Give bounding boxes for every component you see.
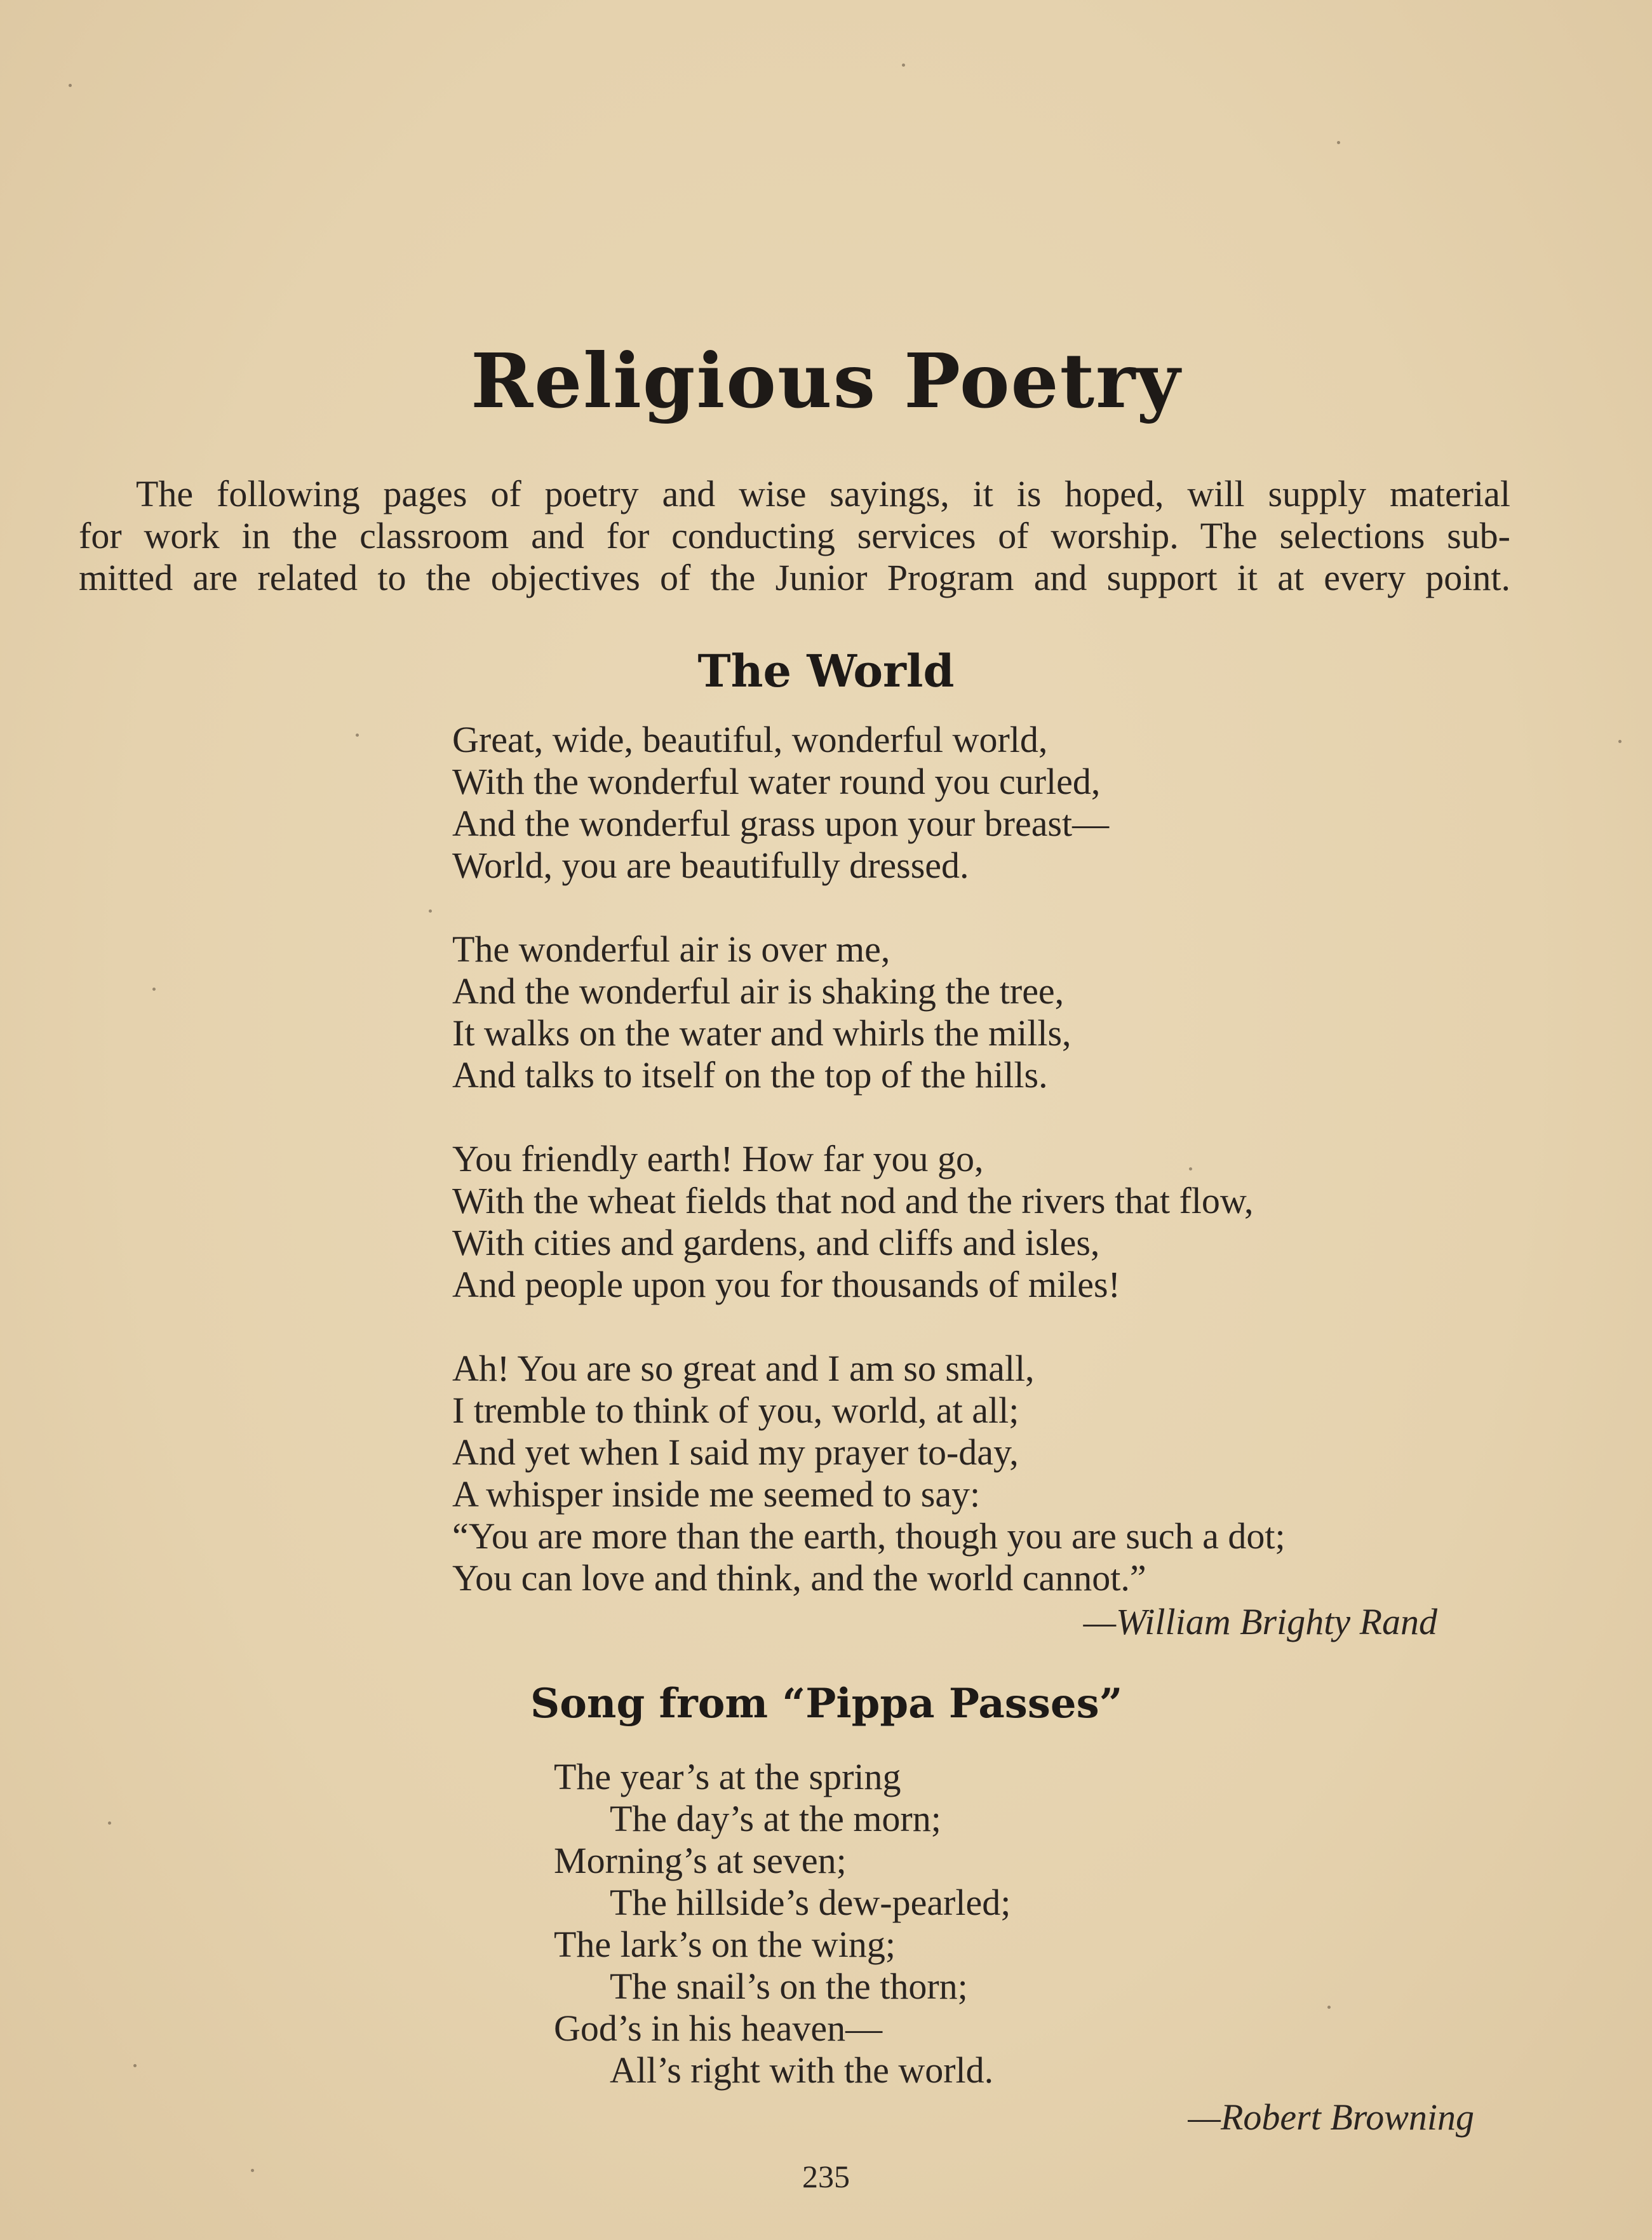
paper-speck <box>902 64 905 67</box>
stanza-break <box>452 1306 1286 1348</box>
poem-line: It walks on the water and whirls the mills, <box>452 1012 1071 1054</box>
poem-line: With cities and gardens, and cliffs and isles, <box>452 1222 1100 1263</box>
intro-line: The following pages of poetry and wise sayings, it is hoped, will supply material <box>136 473 1510 514</box>
poem-line: World, you are beautifully dressed. <box>452 845 969 886</box>
poem-author-rand: —William Brighty Rand <box>1083 1601 1437 1642</box>
paper-speck <box>108 1821 111 1825</box>
poem-line: You friendly earth! How far you go, <box>452 1138 984 1179</box>
intro-line: for work in the classroom and for conducting services of worship. The selections sub- <box>79 515 1510 556</box>
poem-line: The lark’s on the wing; <box>554 1924 896 1965</box>
poem-line: The wonderful air is over me, <box>452 929 890 970</box>
paper-speck <box>429 909 432 913</box>
stanza-break <box>452 887 1286 929</box>
poem-line: And talks to itself on the top of the hills. <box>452 1054 1048 1096</box>
poem-line: And yet when I said my prayer to-day, <box>452 1432 1019 1473</box>
poem-the-world <box>452 719 1286 1599</box>
poem-line: And people upon you for thousands of miles! <box>452 1264 1120 1305</box>
poem-line: With the wheat fields that nod and the rivers that flow, <box>452 1180 1254 1221</box>
poem-title-the-world: The World <box>697 645 955 697</box>
stanza-break <box>452 1096 1286 1138</box>
poem-line: Great, wide, beautiful, wonderful world, <box>452 719 1048 760</box>
paper-speck <box>356 734 359 737</box>
poem-line: With the wonderful water round you curled, <box>452 761 1101 802</box>
poem-pippa-passes <box>554 1756 1011 2091</box>
intro-line: mitted are related to the objectives of the Junior Program and support it at every point. <box>79 557 1510 598</box>
poem-line: “You are more than the earth, though you are such a dot; <box>452 1515 1286 1557</box>
poem-line: The hillside’s dew-pearled; <box>610 1882 1011 1923</box>
poem-line: Morning’s at seven; <box>554 1840 847 1881</box>
poem-title-pippa-passes: Song from “Pippa Passes” <box>530 1680 1123 1727</box>
poem-line: And the wonderful grass upon your breast— <box>452 803 1110 844</box>
poem-line: The snail’s on the thorn; <box>610 1966 968 2007</box>
poem-line: The day’s at the morn; <box>610 1798 941 1839</box>
paper-speck <box>152 988 156 991</box>
paper-speck <box>1337 141 1340 144</box>
page-title: Religious Poetry <box>471 337 1181 425</box>
poem-author-browning: —Robert Browning <box>1188 2096 1474 2138</box>
poem-line: The year’s at the spring <box>554 1756 901 1797</box>
intro-paragraph <box>79 473 1510 599</box>
paper-speck <box>1327 2006 1331 2009</box>
poem-line: Ah! You are so great and I am so small, <box>452 1348 1035 1389</box>
poem-line: All’s right with the world. <box>610 2049 994 2091</box>
poem-line: You can love and think, and the world cannot.” <box>452 1557 1146 1599</box>
paper-speck <box>133 2064 137 2067</box>
page-number: 235 <box>802 2159 850 2194</box>
poem-line: A whisper inside me seemed to say: <box>452 1473 981 1515</box>
paper-speck <box>1618 740 1622 743</box>
paper-speck <box>69 84 72 87</box>
poem-line: I tremble to think of you, world, at all; <box>452 1390 1019 1431</box>
poem-line: And the wonderful air is shaking the tree, <box>452 970 1064 1012</box>
poem-line: God’s in his heaven— <box>554 2008 883 2049</box>
